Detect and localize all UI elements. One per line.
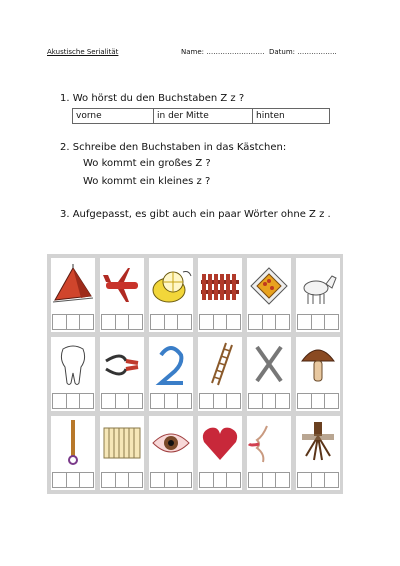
- picture-card: [296, 416, 340, 490]
- date-field[interactable]: Datum: ……………..: [269, 48, 337, 56]
- name-field[interactable]: Name: …………………….: [181, 48, 265, 56]
- picture-card: [198, 337, 242, 411]
- letter-boxes[interactable]: [150, 472, 192, 488]
- picture-card: [149, 258, 193, 332]
- radiator-icon: [100, 418, 144, 468]
- picture-card: [247, 337, 291, 411]
- tent-icon: [51, 260, 95, 310]
- pliers-icon: [100, 339, 144, 389]
- letter-boxes[interactable]: [101, 314, 143, 330]
- airplane-icon: [100, 260, 144, 310]
- worksheet-title: Akustische Serialität: [47, 48, 119, 56]
- tooth-icon: [51, 339, 95, 389]
- picture-card: [247, 258, 291, 332]
- letter-boxes[interactable]: [150, 393, 192, 409]
- letter-boxes[interactable]: [52, 314, 94, 330]
- letter-boxes[interactable]: [297, 472, 339, 488]
- mushroom-icon: [296, 339, 340, 389]
- picture-card: [51, 416, 95, 490]
- letter-boxes[interactable]: [297, 393, 339, 409]
- letter-boxes[interactable]: [199, 393, 241, 409]
- position-options-table: [72, 108, 330, 124]
- lemon-press-icon: [149, 260, 193, 310]
- goat-icon: [296, 260, 340, 310]
- picture-card: [149, 337, 193, 411]
- option-middle[interactable]: in der Mitte: [154, 109, 253, 124]
- picture-card: [100, 416, 144, 490]
- picture-card: [247, 416, 291, 490]
- rope-icon: [51, 418, 95, 468]
- letter-boxes[interactable]: [199, 472, 241, 488]
- letter-boxes[interactable]: [199, 314, 241, 330]
- picture-grid: [47, 254, 343, 494]
- letter-boxes[interactable]: [248, 393, 290, 409]
- fence-icon: [198, 260, 242, 310]
- question-3: 3. Aufgepasst, es gibt auch ein paar Wörter ohne Z z .: [60, 209, 331, 220]
- question-2-lowercase: Wo kommt ein kleines z ?: [83, 176, 211, 187]
- eye-icon: [149, 418, 193, 468]
- number-two-icon: [149, 339, 193, 389]
- roots-icon: [296, 418, 340, 468]
- option-back[interactable]: hinten: [253, 109, 330, 124]
- picture-card: [149, 416, 193, 490]
- picture-card: [198, 258, 242, 332]
- letter-boxes[interactable]: [150, 314, 192, 330]
- letter-x-icon: [247, 339, 291, 389]
- question-2-capital: Wo kommt ein großes Z ?: [83, 158, 211, 169]
- question-2: 2. Schreibe den Buchstaben in das Kästchen:: [60, 142, 287, 153]
- picture-card: [100, 258, 144, 332]
- letter-boxes[interactable]: [52, 393, 94, 409]
- ladder-icon: [198, 339, 242, 389]
- picture-card: [100, 337, 144, 411]
- letter-boxes[interactable]: [297, 314, 339, 330]
- option-front[interactable]: vorne: [73, 109, 154, 124]
- picture-card: [198, 416, 242, 490]
- letter-boxes[interactable]: [101, 472, 143, 488]
- picture-card: [296, 258, 340, 332]
- letter-boxes[interactable]: [101, 393, 143, 409]
- tongue-icon: [247, 418, 291, 468]
- letter-boxes[interactable]: [248, 472, 290, 488]
- heart-icon: [198, 418, 242, 468]
- letter-boxes[interactable]: [52, 472, 94, 488]
- grill-icon: [247, 260, 291, 310]
- picture-card: [296, 337, 340, 411]
- picture-card: [51, 258, 95, 332]
- picture-card: [51, 337, 95, 411]
- letter-boxes[interactable]: [248, 314, 290, 330]
- question-1: 1. Wo hörst du den Buchstaben Z z ?: [60, 93, 245, 104]
